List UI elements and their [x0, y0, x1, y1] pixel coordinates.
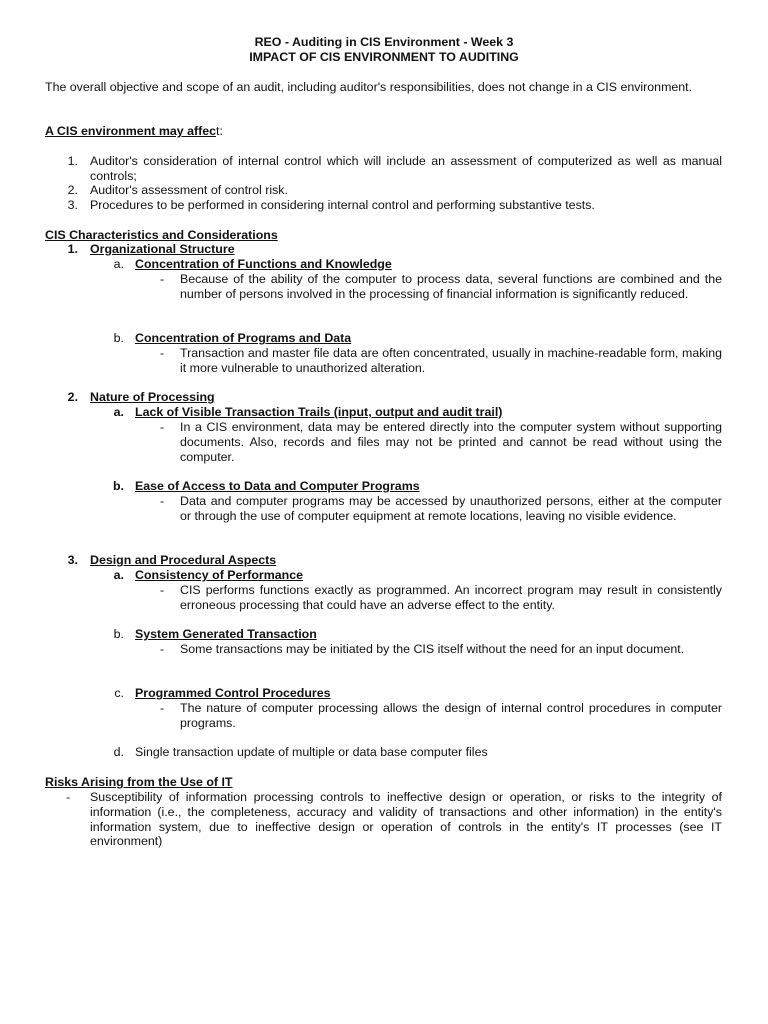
document-title-line-1: REO - Auditing in CIS Environment - Week 3	[254, 35, 514, 49]
section-1a-letter: a.	[113, 257, 124, 271]
section-2b-dash: -	[160, 494, 165, 508]
affect-heading-underlined: A CIS environment may affec	[45, 124, 216, 138]
section-2-number: 2.	[67, 390, 78, 404]
affect-item-2-number: 2.	[67, 183, 78, 197]
section-2b-text: Data and computer programs may be accessed by unauthorized persons, either at the computer or through the use of computer equipment at remote locations, leaving no visible evidence.	[180, 494, 722, 523]
section-1b-title: Concentration of Programs and Data	[135, 331, 352, 345]
section-2a-dash: -	[160, 420, 165, 434]
risks-text: Susceptibility of information processing controls to ineffective design or operation, or risks to the integrity of information (i.e., the completeness, accuracy and validity of transactions and other information) in the entity's information system, due to ineffective design or operation of controls in the entity's IT processes (see IT environment)	[90, 790, 722, 849]
section-1b-letter: b.	[113, 331, 124, 345]
affect-heading	[45, 124, 223, 139]
affect-item-3-number: 3.	[67, 198, 78, 212]
section-3a-letter: a.	[113, 568, 124, 582]
section-1a-title: Concentration of Functions and Knowledge	[135, 257, 392, 271]
section-2b-letter: b.	[112, 479, 124, 493]
section-2a-letter: a.	[113, 405, 124, 419]
section-3a-title: Consistency of Performance	[135, 568, 304, 582]
section-2a-text: In a CIS environment, data may be entered directly into the computer system without supporting documents. Also, records and files may not be printed and cannot be read without using the computer.	[180, 420, 722, 464]
section-3b-title: System Generated Transaction	[135, 627, 317, 641]
section-1b-dash: -	[160, 346, 165, 360]
risks-heading: Risks Arising from the Use of IT	[45, 775, 233, 789]
section-2-title: Nature of Processing	[90, 390, 215, 404]
section-3a-text: CIS performs functions exactly as programmed. An incorrect program may result in consistently erroneous processing that could have an adverse effect to the entity.	[180, 583, 722, 612]
section-2a-title: Lack of Visible Transaction Trails (input, output and audit trail)	[135, 405, 503, 419]
risks-dash: -	[66, 790, 71, 804]
section-3-number: 3.	[67, 553, 78, 567]
affect-item-1-number: 1.	[67, 154, 78, 168]
affect-item-3-text: Procedures to be performed in considering internal control and performing substantive tests.	[90, 198, 595, 212]
section-1-title: Organizational Structure	[90, 242, 235, 256]
section-3b-text: Some transactions may be initiated by the CIS itself without the need for an input document.	[180, 642, 685, 656]
section-1-number: 1.	[67, 242, 78, 256]
intro-paragraph: The overall objective and scope of an audit, including auditor's responsibilities, does not change in a CIS environment.	[45, 80, 693, 94]
section-3c-letter: c.	[114, 686, 124, 700]
section-3-title: Design and Procedural Aspects	[90, 553, 277, 567]
section-3d-letter: d.	[113, 745, 124, 759]
section-3c-title: Programmed Control Procedures	[135, 686, 331, 700]
section-3c-text: The nature of computer processing allows the design of internal control procedures in computer programs.	[180, 701, 722, 730]
section-2b-title: Ease of Access to Data and Computer Programs	[135, 479, 420, 493]
affect-heading-rest: t:	[216, 124, 223, 138]
section-1b-text: Transaction and master file data are often concentrated, usually in machine-readable form, making it more vulnerable to unauthorized alteration.	[180, 346, 722, 375]
section-1a-text: Because of the ability of the computer to process data, several functions are combined and the number of persons involved in the processing of financial information is significantly reduced.	[180, 272, 722, 301]
section-3d-text: Single transaction update of multiple or data base computer files	[135, 745, 488, 759]
section-1a-dash: -	[160, 272, 165, 286]
section-3a-dash: -	[160, 583, 165, 597]
section-3b-letter: b.	[113, 627, 124, 641]
document-title-line-2: IMPACT OF CIS ENVIRONMENT TO AUDITING	[249, 50, 519, 64]
affect-item-2-text: Auditor's assessment of control risk.	[90, 183, 288, 197]
section-3b-dash: -	[160, 642, 165, 656]
section-3c-dash: -	[160, 701, 165, 715]
cis-heading: CIS Characteristics and Considerations	[45, 228, 278, 242]
affect-item-1-text: Auditor's consideration of internal control which will include an assessment of computerized as well as manual controls;	[90, 154, 722, 183]
